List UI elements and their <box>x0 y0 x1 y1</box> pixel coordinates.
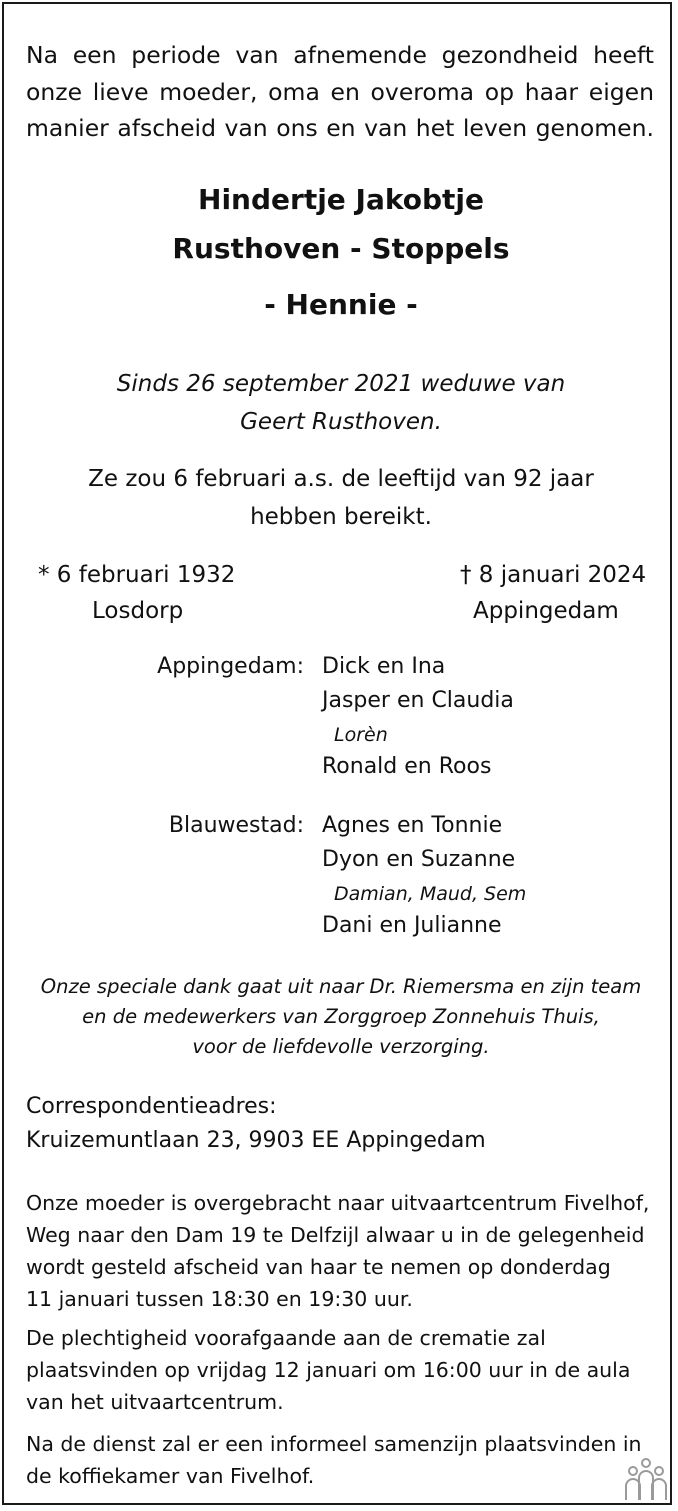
paragraph-line: Onze moeder is overgebracht naar uitvaartcentrum Fivelhof, <box>26 1191 650 1215</box>
address-value: Kruizemuntlaan 23, 9903 EE Appingedam <box>26 1128 486 1153</box>
paragraph-line: 11 januari tussen 18:30 en 19:30 uur. <box>26 1287 413 1311</box>
gathering-paragraph <box>26 1428 656 1492</box>
age-line2: hebben bereikt. <box>250 504 432 530</box>
paragraph-line: plaatsvinden op vrijdag 12 januari om 16:00 uur in de aula <box>26 1358 631 1382</box>
deceased-nickname: - Hennie - <box>264 288 418 321</box>
thanks-text <box>4 972 678 1062</box>
paragraph-line: de koffiekamer van Fivelhof. <box>26 1464 315 1488</box>
deceased-name-line1: Hindertje Jakobtje <box>198 183 484 216</box>
widow-line1: Sinds 26 september 2021 weduwe van <box>116 371 566 397</box>
family-member: Dick en Ina <box>322 654 446 679</box>
deceased-name-line2: Rusthoven - Stoppels <box>172 232 510 265</box>
intro-text <box>26 37 654 147</box>
death-place: Appingedam <box>473 598 619 624</box>
birth-place: Losdorp <box>92 598 184 624</box>
widow-line2: Geert Rusthoven. <box>240 409 442 435</box>
paragraph-line: wordt gesteld afscheid van haar te nemen op donderdag <box>26 1255 611 1279</box>
family-place-appingedam: Appingedam: <box>157 654 304 679</box>
age-line1: Ze zou 6 februari a.s. de leeftijd van 92 jaar <box>88 466 594 492</box>
ceremony-paragraph <box>26 1322 656 1418</box>
grandchild-names: Lorèn <box>334 724 388 746</box>
family-member: Agnes en Tonnie <box>322 813 503 838</box>
paragraph-line: van het uitvaartcentrum. <box>26 1390 284 1414</box>
family-member: Ronald en Roos <box>322 754 492 779</box>
paragraph-line: Weg naar den Dam 19 te Delfzijl alwaar u in de gelegenheid <box>26 1223 645 1247</box>
paragraph-line: Na de dienst zal er een informeel samenzijn plaatsvinden in <box>26 1432 642 1456</box>
grandchild-names: Damian, Maud, Sem <box>334 883 527 905</box>
obituary-card <box>2 2 672 1505</box>
death-date: † 8 januari 2024 <box>460 562 647 588</box>
family-member: Dyon en Suzanne <box>322 847 516 872</box>
viewing-paragraph <box>26 1187 656 1315</box>
thanks-line: en de medewerkers van Zorggroep Zonnehuis Thuis, <box>82 1005 600 1028</box>
intro-line: onze lieve moeder, oma en overoma op haar eigen <box>26 77 654 106</box>
family-member: Dani en Julianne <box>322 913 502 938</box>
thanks-line: voor de liefdevolle verzorging. <box>192 1035 490 1058</box>
birth-date: * 6 februari 1932 <box>38 562 236 588</box>
people-group-icon <box>622 1456 670 1502</box>
address-label: Correspondentieadres: <box>26 1094 277 1119</box>
family-member: Jasper en Claudia <box>322 688 514 713</box>
intro-line: manier afscheid van ons en van het leven genomen. <box>26 114 654 142</box>
family-place-blauwestad: Blauwestad: <box>168 813 304 838</box>
intro-line: Na een periode van afnemende gezondheid heeft <box>26 41 654 69</box>
thanks-line: Onze speciale dank gaat uit naar Dr. Riemersma en zijn team <box>40 975 642 998</box>
paragraph-line: De plechtigheid voorafgaande aan de crematie zal <box>26 1326 546 1350</box>
